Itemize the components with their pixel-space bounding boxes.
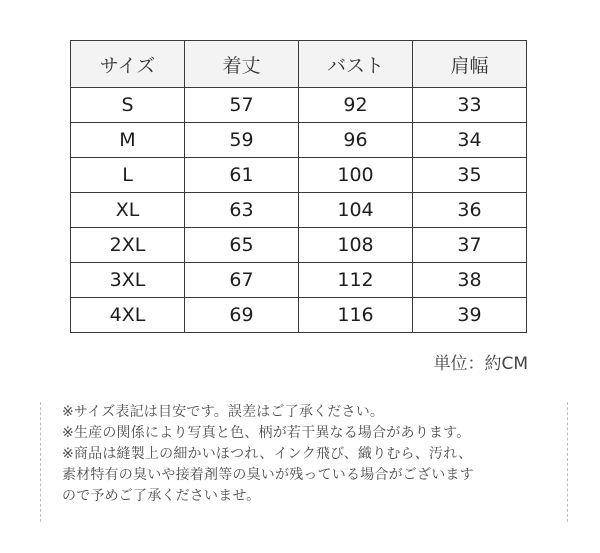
- cell-bust: 92: [299, 88, 413, 123]
- cell-size: 3XL: [71, 263, 185, 298]
- cell-bust: 116: [299, 298, 413, 333]
- cell-size: M: [71, 123, 185, 158]
- cell-length: 69: [185, 298, 299, 333]
- cell-size: S: [71, 88, 185, 123]
- cell-bust: 112: [299, 263, 413, 298]
- cell-length: 57: [185, 88, 299, 123]
- cell-shoulder: 36: [413, 193, 527, 228]
- cell-shoulder: 34: [413, 123, 527, 158]
- table-header-row: [71, 41, 527, 88]
- header-size: サイズ: [71, 41, 185, 88]
- table-row: [71, 263, 527, 298]
- table-row: [71, 298, 527, 333]
- note-line: ※生産の関係により写真と色、柄が若干異なる場合があります。: [62, 425, 471, 441]
- cell-shoulder: 35: [413, 158, 527, 193]
- cell-size: 2XL: [71, 228, 185, 263]
- header-shoulder: 肩幅: [413, 41, 527, 88]
- note-line: ※商品は縫製上の細かいほつれ、インク飛び、織りむら、汚れ、: [62, 446, 473, 462]
- table-row: [71, 158, 527, 193]
- cell-length: 59: [185, 123, 299, 158]
- cell-length: 65: [185, 228, 299, 263]
- cell-size: 4XL: [71, 298, 185, 333]
- cell-bust: 104: [299, 193, 413, 228]
- note-line: ので予めご了承くださいませ。: [62, 488, 261, 504]
- unit-note: 単位：約CM: [433, 354, 528, 374]
- notes-block: [62, 402, 557, 507]
- size-table: [70, 40, 527, 333]
- left-dashed-divider: [40, 402, 41, 522]
- table-row: [71, 123, 527, 158]
- cell-shoulder: 37: [413, 228, 527, 263]
- cell-bust: 100: [299, 158, 413, 193]
- note-line: ※サイズ表記は目安です。誤差はご了承ください。: [62, 404, 385, 420]
- header-bust: バスト: [299, 41, 413, 88]
- cell-length: 67: [185, 263, 299, 298]
- cell-size: L: [71, 158, 185, 193]
- right-dashed-divider: [567, 402, 568, 522]
- table-row: [71, 88, 527, 123]
- table-row: [71, 228, 527, 263]
- cell-length: 63: [185, 193, 299, 228]
- note-line: 素材特有の臭いや接着剤等の臭いが残っている場合がございます: [62, 467, 474, 483]
- cell-bust: 96: [299, 123, 413, 158]
- cell-shoulder: 38: [413, 263, 527, 298]
- cell-shoulder: 33: [413, 88, 527, 123]
- cell-shoulder: 39: [413, 298, 527, 333]
- cell-bust: 108: [299, 228, 413, 263]
- table-row: [71, 193, 527, 228]
- cell-size: XL: [71, 193, 185, 228]
- header-length: 着丈: [185, 41, 299, 88]
- cell-length: 61: [185, 158, 299, 193]
